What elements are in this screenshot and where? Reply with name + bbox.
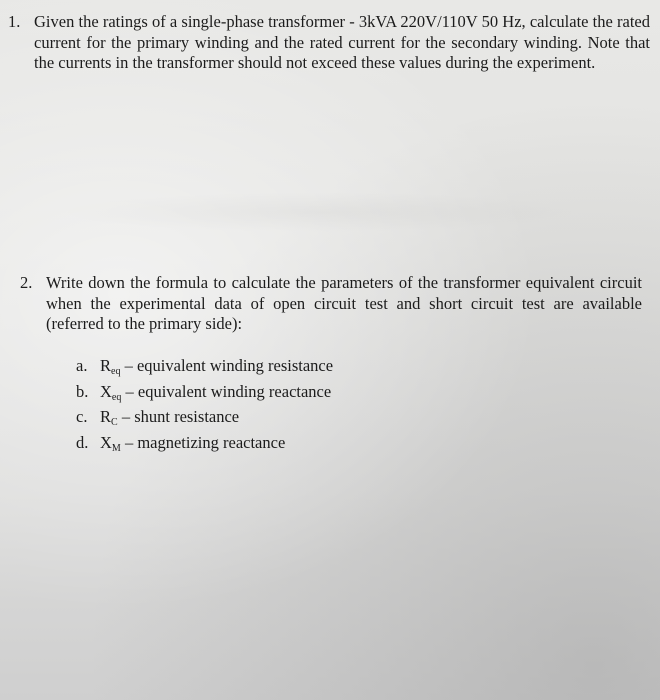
list-item [76, 356, 333, 382]
list-item [76, 407, 333, 433]
question-text: Write down the formula to calculate the parameters of the transformer equivalent circuit when the experimental data of open circuit test and short circuit test are available (referred to the primary side): [46, 273, 642, 333]
parameter-symbol: $R_C$ [100, 407, 118, 428]
question-number: 1. [8, 12, 21, 31]
parameter-description: – equivalent winding reactance [125, 381, 332, 401]
parameter-symbol: $X_{eq}$ [100, 381, 122, 403]
show-through-shadow [60, 192, 580, 232]
parameter-symbol: $R_{eq}$ [100, 356, 121, 377]
list-item [76, 433, 333, 459]
list-item [76, 382, 333, 408]
parameter-description: – magnetizing reactance [124, 432, 286, 452]
list-marker: c. [76, 407, 88, 426]
parameter-description: – equivalent winding resistance [124, 356, 334, 375]
list-marker: d. [76, 432, 89, 452]
question-number: 2. [20, 273, 33, 292]
parameter-description: – shunt resistance [121, 407, 240, 426]
parameter-list [76, 356, 333, 458]
list-marker: b. [76, 381, 89, 401]
list-marker: a. [76, 356, 88, 375]
parameter-symbol: $X_M$ [100, 432, 121, 454]
question-text: Given the ratings of a single-phase transformer - 3kVA 220V/110V 50 Hz, calculate the rated current for the primary winding and the rated current for the secondary winding. Note that the currents in the transformer should not exceed these values during the experiment. [34, 12, 650, 72]
